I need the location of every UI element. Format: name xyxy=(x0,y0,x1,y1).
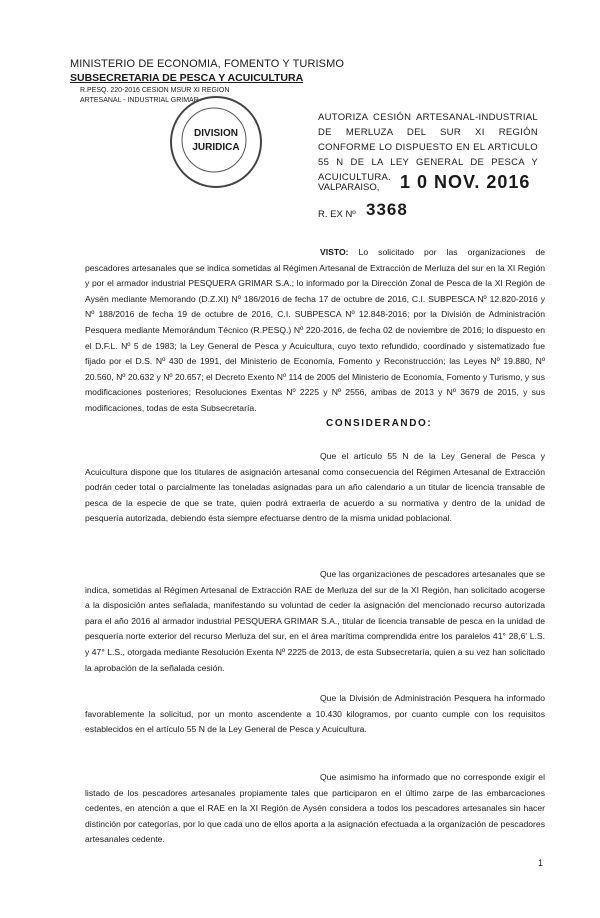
considerando-paragraph-2: Que las organizaciones de pescadores artesanales que se indica, sometidas al Régimen Artesanal de Extracción RAE de Merluza del sur de la XI Región, han solicitado acogerse a la disposición antes señalada, manifestando su voluntad de ceder la asignación del mencionado recurso autorizada para el año 2016 al armador industrial PESQUERA GRIMAR S.A., titular de licencia transable de pesca en la unidad de pesquería norte exterior del recurso Merluza del sur, en el área marítima comprendida entre los paralelos 41° 28,6' L.S. y 47° L.S., otorgada mediante Resolución Exenta Nº 2225 de 2013, de esta Subsecretaría, quien a su vez han solicitado la aprobación de la señalada cesión. xyxy=(85,569,545,673)
considerando-paragraph-1: Que el artículo 55 N de la Ley General de Pesca y Acuicultura dispone que los titulares de asignación artesanal como consecuencia del Régimen Artesanal de Extracción podrán ceder total o parcialmente las toneladas asignadas para un año calendario a un titular de licencia transable de pesca de la especie de que se trate, quien podrá extraerla de acuerdo a su normativa y dentro de la unidad de pesquería autorizada, debiendo ésta siempre efectuarse dentro de la misma unidad poblacional. xyxy=(85,451,545,524)
reference-line-1: R.PESQ. 220-2016 CESION MSUR XI REGION xyxy=(80,87,230,94)
visto-text: Lo solicitado por las organizaciones de pescadores artesanales que se indica sometidas al Régimen Artesanal de Extracción de Merluza del sur en la XI Región y por el armador industrial PESQUERA GRIMAR S.A.; lo informado por la Dirección Zonal de Pesca de la XI Región de Aysén mediante Memorando (D.Z.XI) Nº 186/2016 de fecha 17 de octubre de 2016, C.I. SUBPESCA Nº 12.820-2016 y Nº 188/2016 de fecha 19 de octubre de 2016, C.I. SUBPESCA Nº 12.848-2016; por la División de Administración Pesquera mediante Memorándum Técnico (R.PESQ.) Nº 220-2016, de fecha 02 de noviembre de 2016; lo dispuesto en el D.F.L. Nº 5 de 1983; la Ley General de Pesca y Acuicultura, cuyo texto refundido, coordinado y sistematizado fue fijado por el D.S. Nº 430 de 1991, del Ministerio de Economía, Fomento y Reconstrucción; las Leyes Nº 19.880, Nº 20.560, Nº 20.632 y Nº 20.657; el Decreto Exento Nº 114 de 2005 del Ministerio de Economía, Fomento y Turismo, y sus modificaciones posteriores; Resoluciones Exentas Nº 2225 y Nº 2556, ambas de 2013 y Nº 3679 de 2015, y sus modificaciones, todas de esta Subsecretaría. xyxy=(85,247,545,413)
considerando-paragraph-3: Que la División de Administración Pesquera ha informado favorablemente la solicitud, por un monto ascendente a 10.430 kilogramos, por cuanto cumple con los requisitos establecidos en el artículo 55 N de la Ley General de Pesca y Acuicultura. xyxy=(85,693,545,735)
ministry-heading: MINISTERIO DE ECONOMIA, FOMENTO Y TURISMO xyxy=(70,58,345,70)
stamp-ring-icon xyxy=(170,96,258,184)
rex-label: R. EX Nº xyxy=(318,209,356,220)
visto-paragraph xyxy=(85,245,545,417)
page-number: 1 xyxy=(538,858,544,868)
considerando-heading: CONSIDERANDO: xyxy=(326,418,433,429)
visto-keyword: VISTO: xyxy=(320,247,349,257)
subsecretaria-heading: SUBSECRETARIA DE PESCA Y ACUICULTURA xyxy=(70,72,304,84)
resolution-subject: AUTORIZA CESIÓN ARTESANAL-INDUSTRIAL DE MERLUZA DEL SUR XI REGIÓN CONFORME LO DISPUESTO EN EL ARTICULO 55 N DE LA LEY GENERAL DE PESCA Y ACUICULTURA. xyxy=(318,112,538,183)
stamp-line-1: DIVISION xyxy=(194,128,238,139)
place-label: VALPARAISO, xyxy=(318,182,380,193)
division-juridica-stamp xyxy=(170,96,262,188)
date-stamp: 1 0 NOV. 2016 xyxy=(400,172,531,192)
rex-number: 3368 xyxy=(366,200,408,219)
stamp-line-2: JURIDICA xyxy=(192,142,240,153)
considerando-paragraph-4: Que asimismo ha informado que no corresponde exigir el listado de los pescadores artesanales propiamente tales que participaron en el último zarpe de las embarcaciones cedentes, en atención a que el RAE en la XI Región de Aysén considera a todos los pescadores artesanales sin hacer distinción por categorías, por lo que cada uno de ellos aporta a la asignación efectuada a la organización de pescadores artesanales cedente. xyxy=(85,772,545,845)
reference-line-2: ARTESANAL - INDUSTRIAL GRIMAR xyxy=(80,97,199,104)
